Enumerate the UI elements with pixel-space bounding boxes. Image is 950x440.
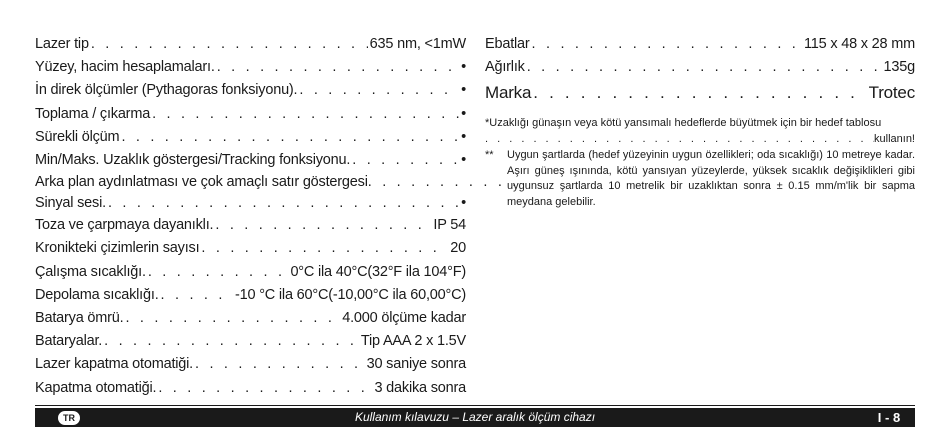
spec-value: • (461, 59, 466, 76)
leader-dots (195, 353, 365, 376)
page-number: I - 8 (863, 408, 915, 427)
brand-value: Trotec (868, 83, 915, 103)
leader-dots (532, 33, 802, 56)
spec-value: Tip AAA 2 x 1.5V (360, 333, 466, 350)
footnote-2 (485, 148, 915, 210)
spec-value: 635 nm, <1mW (369, 36, 466, 52)
brand-label: Marka (485, 83, 532, 103)
footnote-1: *Uzaklığı günaşın veya kötü yansımalı hedeflerde büyütmek için bir hedef tablosu (485, 117, 882, 130)
leader-dots (533, 79, 866, 106)
footnote-1-tail: kullanın! (874, 132, 915, 145)
spec-value: • (461, 105, 466, 122)
spec-list-right (485, 33, 915, 210)
spec-value: • (461, 82, 466, 99)
leader-dots: . . . . . . . . . . . (367, 174, 520, 191)
brand-row (485, 79, 915, 106)
spec-row (35, 126, 466, 149)
spec-row (485, 33, 915, 56)
spec-value: • (461, 152, 466, 169)
spec-row (35, 237, 466, 260)
spec-row-line2 (35, 192, 466, 214)
spec-row (35, 149, 466, 172)
spec-value: • (461, 195, 466, 212)
footnote-1-continuation (485, 132, 915, 148)
spec-row (35, 307, 466, 330)
spec-row (35, 103, 466, 126)
spec-label: Min/Maks. Uzaklık göstergesi/Tracking fonksiyonu. (35, 152, 351, 169)
spec-value: -10 °C ila 60°C(-10,00°C ila 60,00°C) (235, 286, 466, 303)
spec-row (35, 214, 466, 237)
spec-value: 30 saniye sonra (366, 356, 466, 373)
spec-row (35, 33, 466, 56)
footer-title: Kullanım kılavuzu – Lazer aralık ölçüm cihazı (354, 410, 596, 424)
spec-value: 4.000 ölçüme kadar (342, 310, 466, 327)
leader-dots (148, 261, 289, 284)
page-footer (35, 405, 915, 428)
spec-label: Lazer kapatma otomatiği. (35, 356, 194, 373)
spec-label: Lazer tip (35, 36, 89, 52)
spec-row-line1 (35, 172, 520, 192)
spec-row (35, 330, 466, 353)
spec-value: • (461, 128, 466, 145)
spec-label: Arka plan aydınlatması ve çok amaçlı satır göstergesi (35, 174, 368, 191)
spec-row (35, 56, 466, 79)
spec-value: 3 dakika sonra (374, 379, 466, 396)
spec-label: Ebatlar (485, 36, 530, 52)
spec-value: IP 54 (433, 217, 466, 234)
spec-label: Bataryalar. (35, 333, 103, 350)
leader-dots (527, 56, 882, 79)
spec-label: İn direk ölçümler (Pythagoras fonksiyonu). (35, 82, 298, 99)
spec-row (485, 56, 915, 79)
spec-label: Kronikteki çizimlerin sayısı (35, 240, 200, 257)
spec-label: Batarya ömrü. (35, 310, 124, 327)
spec-label: Sinyal sesi. (35, 195, 106, 212)
spec-label: Sürekli ölçüm (35, 128, 120, 145)
leader-dots (91, 33, 368, 56)
leader-dots (104, 330, 359, 353)
spec-value: 135g (883, 59, 915, 76)
footnotes (485, 116, 915, 210)
spec-value: 115 x 48 x 28 mm (804, 36, 915, 52)
footnote-2-text: Uygun şartlarda (hedef yüzeyinin uygun özellikleri; oda sıcaklığı) 10 metreye kadar. Aşırı güneş ışınında, kötü yansıyan yüzeylerde, yüksek sıcaklık değişiklikleri gibi uygunsuz şartlarda 10 metrelik bir uzaklıktan sonra ± 0.15 mm/m'lik bir sapma meydana gelebilir. (507, 149, 915, 208)
spec-label: Toza ve çarpmaya dayanıklı. (35, 217, 214, 234)
spec-row (35, 353, 466, 376)
spec-value: 20 (450, 240, 466, 257)
language-badge: TR (57, 410, 81, 426)
leader-dots (152, 103, 459, 126)
leader-dots (215, 214, 431, 237)
leader-dots (108, 192, 459, 214)
spec-label: Ağırlık (485, 59, 525, 76)
spec-label: Çalışma sıcaklığı. (35, 263, 146, 280)
spec-label: Kapatma otomatiği. (35, 379, 157, 396)
leader-dots (125, 307, 340, 330)
spec-row (35, 261, 466, 284)
spec-row (35, 377, 466, 400)
leader-dots (352, 149, 459, 172)
leader-dots (201, 237, 448, 260)
footnote-2-mark: ** (485, 149, 494, 162)
leader-dots (121, 126, 459, 149)
leader-dots (299, 79, 459, 102)
spec-label: Depolama sıcaklığı. (35, 286, 159, 303)
leader-dots (217, 56, 459, 79)
spec-value: 0°C ila 40°C(32°F ila 104°F) (290, 263, 466, 280)
spec-label: Toplama / çıkarma (35, 105, 151, 122)
spec-row (35, 284, 466, 307)
leader-dots (485, 132, 874, 148)
leader-dots (158, 377, 372, 400)
leader-dots (161, 284, 233, 307)
spec-label: Yüzey, hacim hesaplamaları. (35, 59, 215, 76)
spec-row (35, 79, 466, 102)
spec-row-multiline (35, 172, 520, 214)
